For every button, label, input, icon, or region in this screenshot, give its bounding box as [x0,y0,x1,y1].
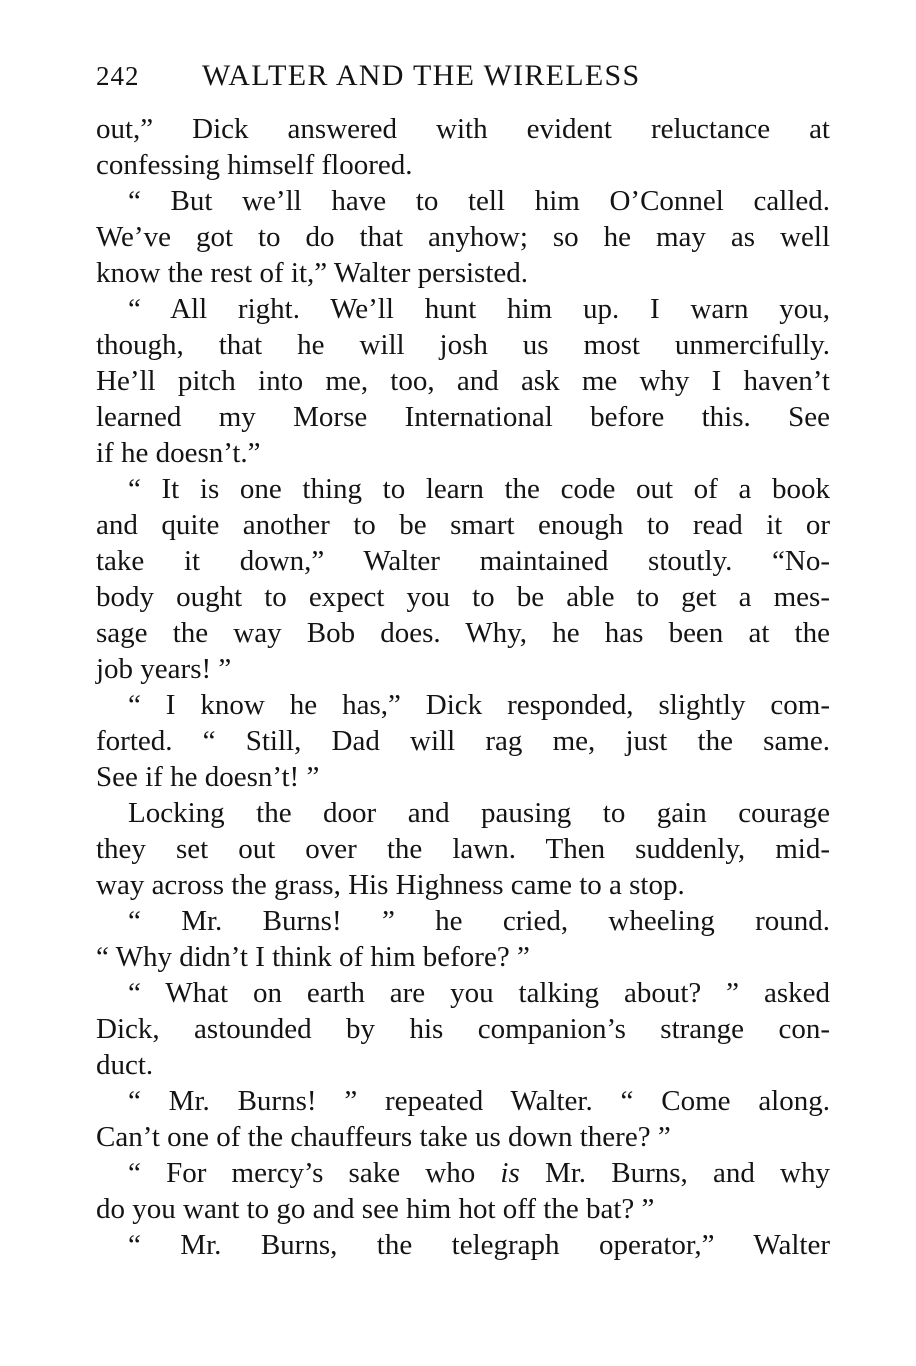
text-line: Dick, astounded by his companion’s strange con- [96,1013,830,1045]
text-line: confessing himself floored. [96,149,413,181]
text-line: sage the way Bob does. Why, he has been at the [96,617,830,649]
text-line: forted. “ Still, Dad will rag me, just the same. [96,725,830,757]
running-title: WALTER AND THE WIRELESS [202,59,641,92]
text-line: way across the grass, His Highness came to a stop. [96,869,685,901]
text-line: He’ll pitch into me, too, and ask me why I haven’t [96,365,830,397]
text-line: See if he doesn’t! ” [96,761,320,793]
text-line: job years! ” [96,653,232,685]
text-line: if he doesn’t.” [96,437,261,469]
text-line: they set out over the lawn. Then suddenly, mid- [96,833,830,865]
text-line: “ But we’ll have to tell him O’Connel called. [128,185,830,217]
italic-emphasis: is [500,1157,520,1189]
body-text [96,111,830,1263]
text-line: know the rest of it,” Walter persisted. [96,257,529,289]
text-line: take it down,” Walter maintained stoutly. “No- [96,545,830,577]
text-line: “ It is one thing to learn the code out of a book [128,473,830,505]
text-line: Locking the door and pausing to gain courage [128,797,830,829]
text-line: do you want to go and see him hot off the bat? ” [96,1193,655,1225]
text-line: “ Mr. Burns! ” he cried, wheeling round. [128,905,830,937]
text-line: “ What on earth are you talking about? ” asked [128,977,830,1009]
text-line: though, that he will josh us most unmercifully. [96,329,830,361]
text-line: “ Mr. Burns, the telegraph operator,” Walter [128,1229,830,1261]
text-line: learned my Morse International before this. See [96,401,830,433]
page-number: 242 [96,61,140,91]
text-line: Can’t one of the chauffeurs take us down there? ” [96,1121,671,1153]
book-page [96,56,830,1263]
text-line: “ Why didn’t I think of him before? ” [96,941,530,973]
text-line: duct. [96,1049,154,1081]
text-line: “ Mr. Burns! ” repeated Walter. “ Come along. [128,1085,830,1117]
text-line: body ought to expect you to be able to get a mes- [96,581,830,613]
text-line: “ All right. We’ll hunt him up. I warn you, [128,293,830,325]
text-line: We’ve got to do that anyhow; so he may as well [96,221,830,253]
text-line: and quite another to be smart enough to read it or [96,509,830,541]
text-line: “ For mercy’s sake who is Mr. Burns, and why [128,1157,830,1189]
page-header [96,56,830,96]
text-line: out,” Dick answered with evident reluctance at [96,113,830,145]
text-line: “ I know he has,” Dick responded, slightly com- [128,689,830,721]
